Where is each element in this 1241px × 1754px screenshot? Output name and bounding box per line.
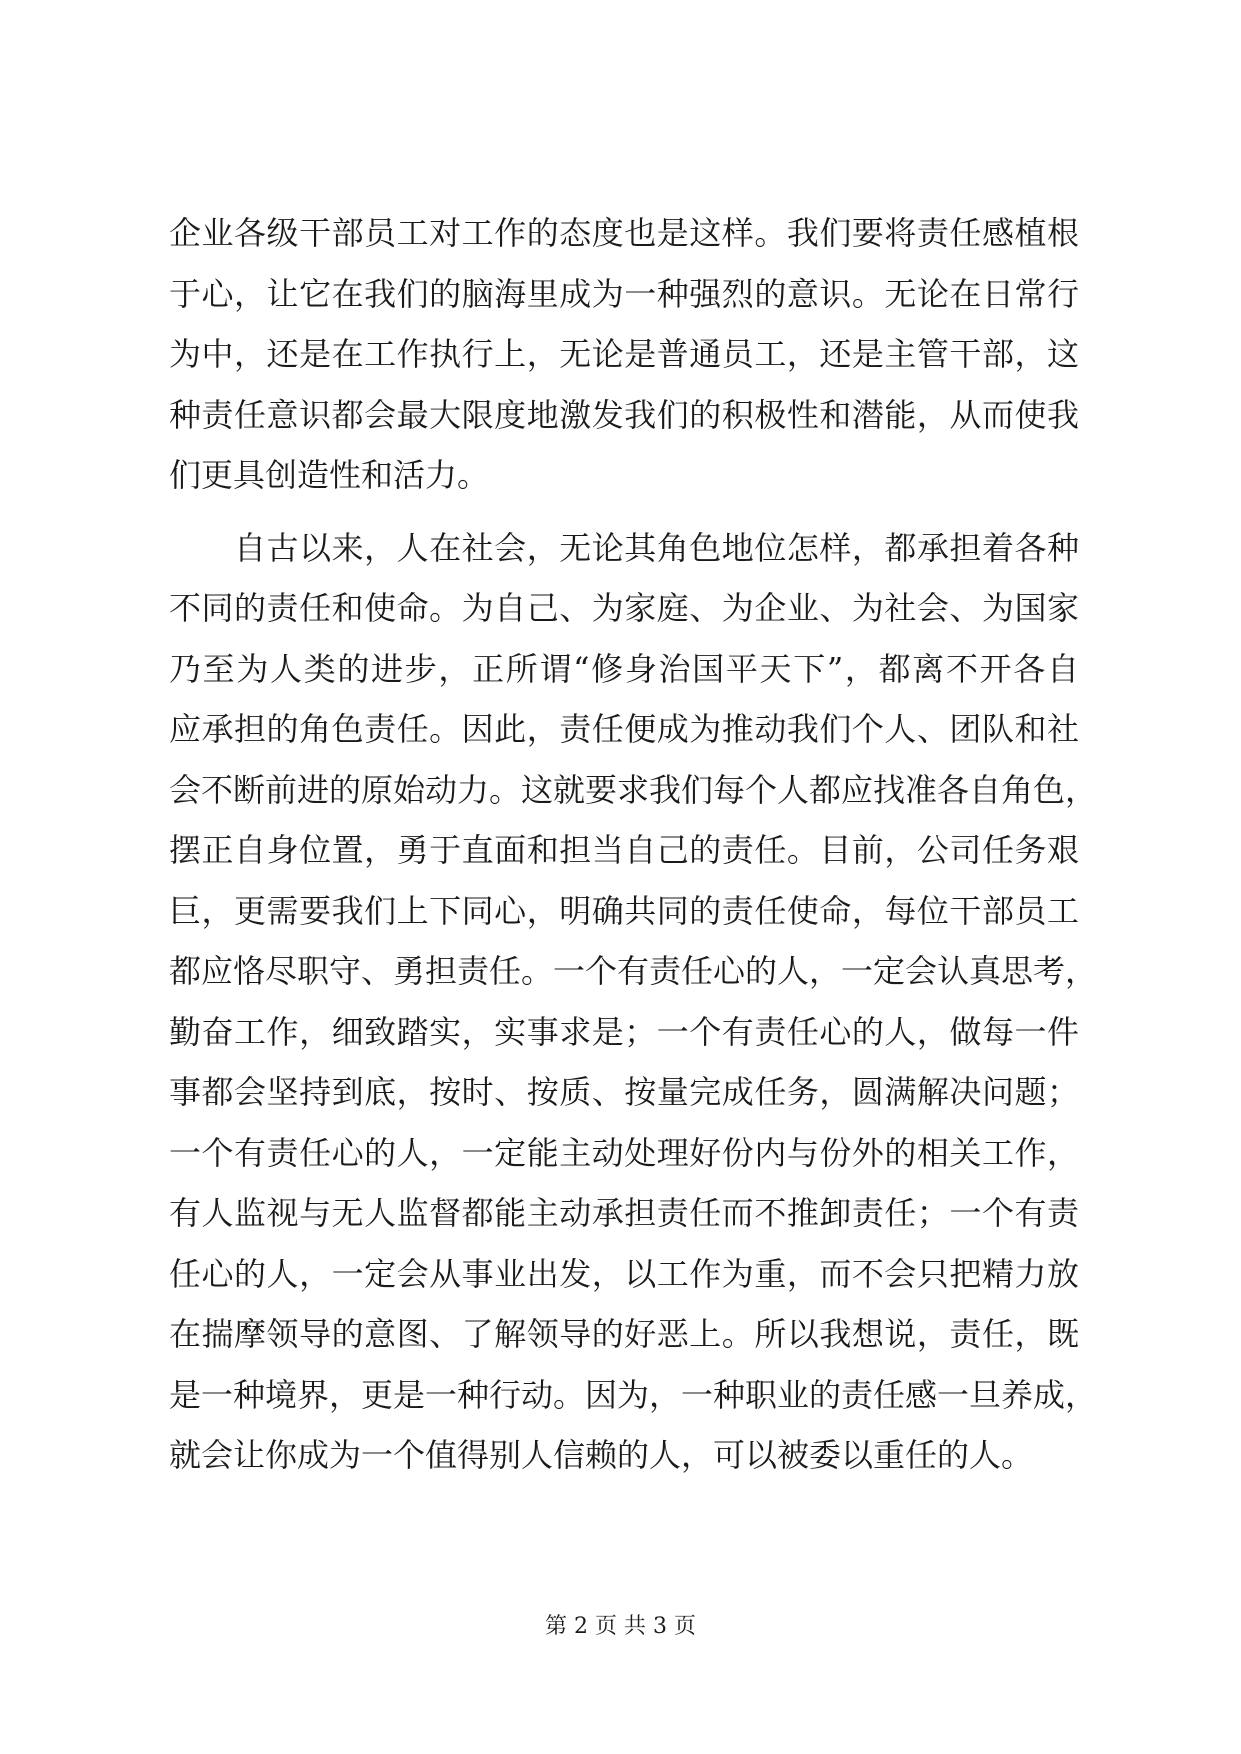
text-line: 于心，让它在我们的脑海里成为一种强烈的意识。无论在日常行 (169, 274, 1079, 313)
text-line: 勤奋工作，细致踏实，实事求是；一个有责任心的人，做每一件 (169, 1012, 1079, 1051)
text-line: 事都会坚持到底，按时、按质、按量完成任务，圆满解决问题； (169, 1073, 1079, 1111)
paragraph-2 (169, 518, 1098, 1486)
text-line: 任心的人，一定会从事业出发，以工作为重，而不会只把精力放 (169, 1254, 1079, 1293)
text-line: 会不断前进的原始动力。这就要求我们每个人都应找准各自角色， (169, 770, 1098, 809)
body-text (169, 203, 1098, 1486)
page-number-footer: 第 2 页 共 3 页 (545, 1614, 696, 1639)
text-line: 乃至为人类的进步，正所谓“修身治国平天下”，都离不开各自 (169, 649, 1079, 688)
text-line: 应承担的角色责任。因此，责任便成为推动我们个人、团队和社 (169, 710, 1079, 748)
text-line: 们更具创造性和活力。 (169, 456, 490, 494)
text-line: 就会让你成为一个值得别人信赖的人，可以被委以重任的人。 (169, 1436, 1034, 1474)
text-line: 种责任意识都会最大限度地激发我们的积极性和潜能，从而使我 (169, 395, 1079, 434)
text-line: 有人监视与无人监督都能主动承担责任而不推卸责任；一个有责 (169, 1194, 1079, 1232)
text-line: 一个有责任心的人，一定能主动处理好份内与份外的相关工作， (169, 1133, 1079, 1172)
text-line: 巨，更需要我们上下同心，明确共同的责任使命，每位干部员工 (169, 891, 1079, 930)
text-line: 企业各级干部员工对工作的态度也是这样。我们要将责任感植根 (169, 214, 1079, 252)
text-line: 是一种境界，更是一种行动。因为，一种职业的责任感一旦养成， (169, 1375, 1098, 1414)
text-line: 摆正自身位置，勇于直面和担当自己的责任。目前，公司任务艰 (169, 831, 1079, 869)
text-line: 为中，还是在工作执行上，无论是普通员工，还是主管干部，这 (169, 335, 1079, 373)
text-line: 自古以来，人在社会，无论其角色地位怎样，都承担着各种 (169, 528, 1079, 567)
text-line: 在揣摩领导的意图、了解领导的好恶上。所以我想说，责任，既 (169, 1315, 1079, 1353)
paragraph-1 (169, 203, 1079, 506)
text-line: 不同的责任和使命。为自己、为家庭、为企业、为社会、为国家 (169, 589, 1079, 627)
text-line: 都应恪尽职守、勇担责任。一个有责任心的人，一定会认真思考， (169, 952, 1098, 990)
